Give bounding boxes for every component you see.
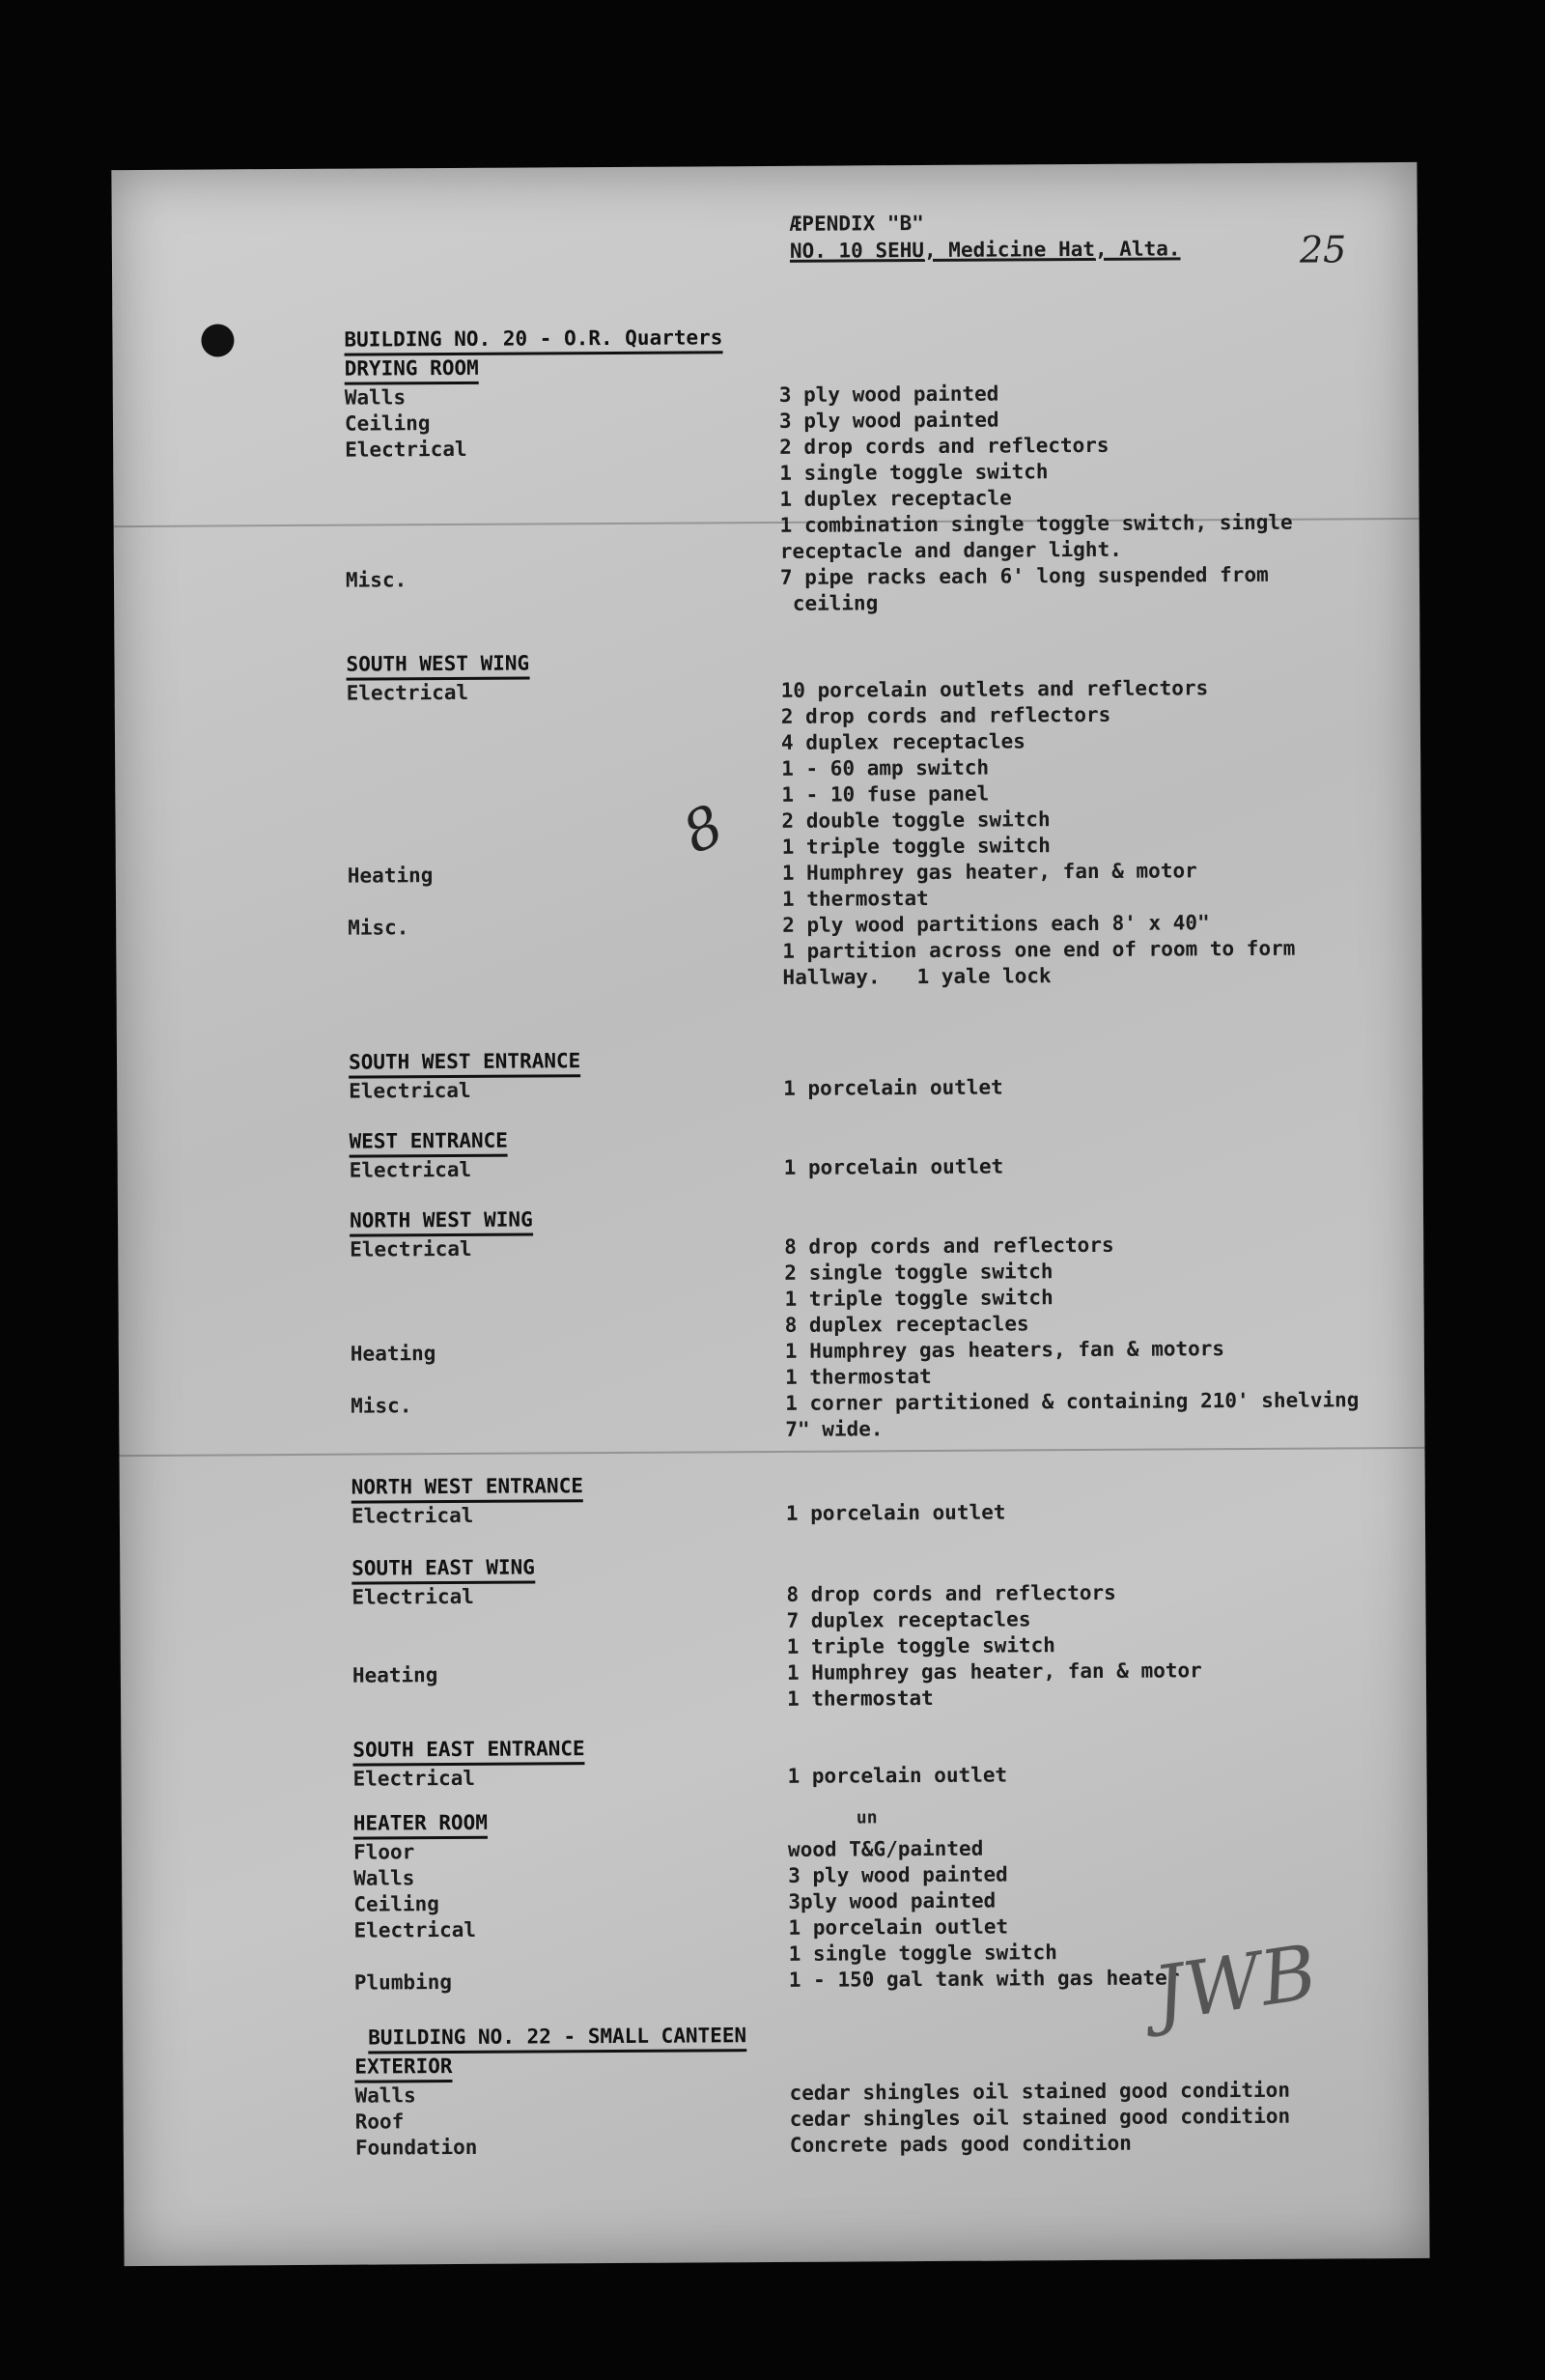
item-category: Plumbing <box>353 1970 453 1995</box>
item-category <box>348 939 782 968</box>
item-category: Electrical <box>350 1236 472 1261</box>
item-category <box>348 887 782 916</box>
inventory-row <box>355 2129 1389 2162</box>
item-description: Concrete pads good condition <box>789 2131 1132 2157</box>
handwritten-insert: un <box>856 1807 878 1828</box>
item-description: 1 triple toggle switch <box>784 1286 1053 1311</box>
item-category <box>347 730 781 759</box>
item-category <box>350 1287 784 1316</box>
item-description: 1 - 10 fuse panel <box>781 781 990 807</box>
item-category: Misc. <box>348 916 409 940</box>
section-rows <box>345 379 1379 620</box>
item-category <box>351 1417 785 1446</box>
item-category: Electrical <box>349 1157 472 1182</box>
section-rows <box>350 1151 1383 1184</box>
item-description: ceiling <box>780 591 879 615</box>
item-description: cedar shingles oil stained good condition <box>789 2078 1290 2105</box>
item-category <box>352 1608 787 1637</box>
section-heading: SOUTH WEST ENTRANCE <box>349 1048 580 1078</box>
item-description: Hallway. 1 yale lock <box>782 964 1052 989</box>
item-category: Floor <box>352 1840 415 1864</box>
item-description: wood T&G/painted <box>787 1836 984 1861</box>
item-category: Electrical <box>345 437 467 462</box>
item-category <box>346 513 780 542</box>
item-category: Walls <box>344 385 407 410</box>
item-description: 1 porcelain outlet <box>788 1914 1009 1940</box>
inventory-row <box>349 1072 1382 1105</box>
item-description: cedar shingles oil stained good condition <box>789 2104 1291 2131</box>
item-description: 7 duplex receptacles <box>786 1607 1031 1632</box>
item-category <box>352 1686 787 1715</box>
inventory-row <box>351 1497 1385 1530</box>
item-description: 10 porcelain outlets and reflectors <box>780 676 1209 702</box>
item-category: Electrical <box>352 1766 476 1791</box>
item-category: Misc. <box>345 568 407 592</box>
item-category <box>352 1634 787 1663</box>
section-rows <box>351 1497 1385 1530</box>
appendix-title: ÆPENDIX "B" <box>789 212 924 236</box>
section-rows <box>351 1578 1386 1715</box>
item-description: 3ply wood painted <box>788 1888 997 1913</box>
item-description: 1 Humphrey gas heater, fan & motor <box>781 859 1197 885</box>
section-south-east-entrance <box>352 1731 1386 1793</box>
inventory-row <box>350 1151 1383 1184</box>
section-north-west-wing <box>350 1202 1384 1446</box>
section-heading: SOUTH EAST ENTRANCE <box>352 1736 584 1766</box>
item-category: Roof <box>354 2110 405 2134</box>
section-heading: WEST ENTRANCE <box>349 1128 508 1158</box>
item-description: 2 drop cords and reflectors <box>780 702 1111 728</box>
item-description: 1 thermostat <box>781 886 929 911</box>
item-description: 1 porcelain outlet <box>783 1075 1003 1100</box>
appendix-header <box>790 208 1181 264</box>
item-description: 1 combination single toggle switch, single <box>779 510 1293 537</box>
item-category: Ceiling <box>353 1892 439 1916</box>
item-category <box>346 539 780 568</box>
item-category: Electrical <box>353 1917 477 1942</box>
inventory-row <box>352 1683 1386 1715</box>
section-heading: SOUTH WEST WING <box>346 651 529 681</box>
item-category: Heating <box>347 864 434 888</box>
item-description: 7" wide. <box>785 1417 884 1441</box>
item-category: Ceiling <box>344 411 431 436</box>
item-category: Electrical <box>351 1503 474 1528</box>
item-description: 1 triple toggle switch <box>786 1633 1055 1658</box>
item-description: 3 ply wood painted <box>778 382 999 407</box>
item-category <box>347 756 781 785</box>
item-description: 1 porcelain outlet <box>787 1763 1008 1788</box>
item-category <box>348 965 782 994</box>
inventory-row <box>352 1760 1386 1793</box>
item-description: 1 porcelain outlet <box>785 1500 1006 1525</box>
punch-hole <box>201 324 234 356</box>
section-rows <box>350 1231 1384 1446</box>
section-heading: NORTH WEST WING <box>350 1207 533 1237</box>
handwritten-initials: JWB <box>1148 1929 1323 2039</box>
item-category <box>347 782 781 811</box>
section-south-east-wing <box>351 1549 1386 1715</box>
item-description: 8 drop cords and reflectors <box>786 1580 1116 1606</box>
item-description: 1 porcelain outlet <box>783 1154 1004 1179</box>
item-category: Foundation <box>354 2135 478 2160</box>
inventory-row <box>348 961 1381 994</box>
section-exterior <box>354 2019 1389 2162</box>
section-rows <box>352 1760 1386 1793</box>
section-west-entrance <box>349 1122 1382 1184</box>
item-description: 1 duplex receptacle <box>779 486 1012 511</box>
item-description: 1 thermostat <box>784 1364 932 1389</box>
unit-title: NO. 10 SEHU, Medicine Hat, Alta. <box>789 237 1181 263</box>
section-rows <box>349 1072 1382 1105</box>
item-category: Electrical <box>349 1078 471 1103</box>
section-heading: HEATER ROOM <box>353 1810 488 1840</box>
section-rows <box>347 674 1382 994</box>
section-heading: EXTERIOR <box>354 2054 452 2083</box>
item-category: Electrical <box>346 680 469 705</box>
item-description: 2 ply wood partitions each 8' x 40" <box>782 911 1210 937</box>
item-description: 8 duplex receptacles <box>784 1312 1029 1337</box>
section-south-west-entrance <box>349 1043 1382 1105</box>
item-description: receptacle and danger light. <box>779 537 1122 563</box>
item-category <box>354 1941 789 1970</box>
item-category: Misc. <box>351 1394 412 1418</box>
section-heading: NORTH WEST ENTRANCE <box>351 1473 583 1503</box>
item-category <box>347 704 781 733</box>
item-description: 2 drop cords and reflectors <box>779 433 1110 459</box>
item-category <box>351 1365 785 1394</box>
item-description: 2 single toggle switch <box>784 1260 1053 1285</box>
item-description: 1 - 60 amp switch <box>781 755 990 780</box>
item-category: Heating <box>351 1663 438 1687</box>
handwritten-correction: 8 <box>672 791 734 867</box>
item-description: 1 partition across one end of room to form <box>782 936 1296 963</box>
item-category: Walls <box>353 1866 415 1890</box>
section-heading: SOUTH EAST WING <box>351 1554 535 1584</box>
item-description: 7 pipe racks each 6' long suspended from <box>779 562 1269 589</box>
section-south-west-wing <box>346 645 1381 994</box>
item-category <box>351 1313 785 1342</box>
item-description: 1 triple toggle switch <box>781 834 1051 859</box>
item-category: Electrical <box>351 1584 474 1609</box>
section-heading: DRYING ROOM <box>345 355 479 385</box>
page-number: 25 <box>1299 228 1347 271</box>
item-description: 4 duplex receptacles <box>780 729 1025 754</box>
building-title: BUILDING NO. 20 - O.R. Quarters <box>344 325 722 355</box>
document-page <box>111 162 1429 2266</box>
building-title: BUILDING NO. 22 - SMALL CANTEEN <box>368 2023 746 2054</box>
item-description: 3 ply wood painted <box>788 1862 1008 1887</box>
item-description: 2 double toggle switch <box>781 808 1051 833</box>
section-north-west-entrance <box>351 1468 1385 1530</box>
item-description: 3 ply wood painted <box>778 408 999 433</box>
item-category: Heating <box>350 1342 436 1366</box>
item-category <box>350 1261 784 1289</box>
item-description: 1 thermostat <box>786 1686 934 1711</box>
inventory-row <box>351 1413 1384 1446</box>
inventory-row <box>346 587 1379 620</box>
item-description: 1 - 150 gal tank with gas heater <box>788 1966 1180 1992</box>
item-category <box>345 487 779 516</box>
item-description: 1 single toggle switch <box>779 460 1049 485</box>
item-category <box>345 461 779 490</box>
item-description: 8 drop cords and reflectors <box>784 1232 1114 1259</box>
item-description: 1 single toggle switch <box>788 1941 1057 1966</box>
item-description: 1 corner partitioned & containing 210' shelving <box>785 1388 1360 1415</box>
item-category <box>346 591 780 620</box>
item-description: 1 Humphrey gas heaters, fan & motors <box>784 1337 1225 1363</box>
item-category: Walls <box>354 2083 416 2108</box>
section-rows <box>354 2077 1388 2162</box>
fold-line <box>120 1447 1425 1457</box>
item-description: 1 Humphrey gas heater, fan & motor <box>786 1658 1202 1685</box>
section-drying-room <box>344 321 1379 620</box>
